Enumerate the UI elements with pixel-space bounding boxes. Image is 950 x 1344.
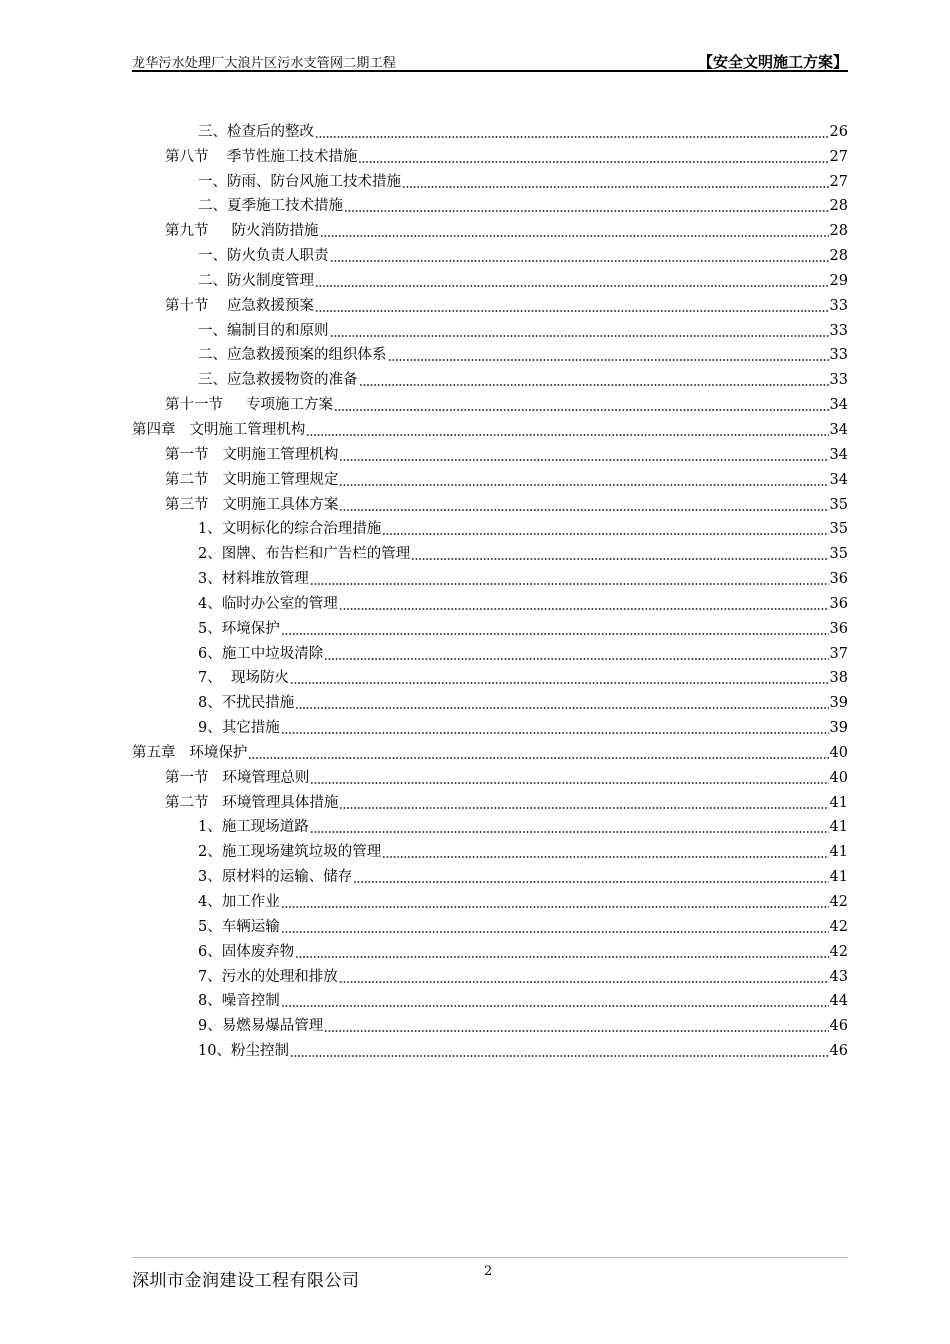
toc-entry-title: 2、图牌、布告栏和广告栏的管理 bbox=[198, 546, 411, 563]
toc-entry-page: 34 bbox=[829, 471, 848, 488]
toc-entry-page: 36 bbox=[829, 571, 848, 588]
toc-entry-title: 1、文明标化的综合治理措施 bbox=[198, 521, 382, 538]
toc-entry-page: 28 bbox=[829, 223, 848, 240]
toc-entry-title: 第九节 防火消防措施 bbox=[165, 223, 319, 240]
toc-entry[interactable] bbox=[132, 911, 848, 936]
toc-entry[interactable] bbox=[132, 663, 848, 688]
toc-entry-page: 43 bbox=[829, 968, 848, 985]
toc-entry[interactable] bbox=[132, 836, 848, 861]
toc-entry[interactable] bbox=[132, 191, 848, 216]
toc-entry-page: 46 bbox=[829, 1018, 848, 1035]
toc-entry-page: 38 bbox=[829, 670, 848, 687]
toc-dot-leader bbox=[324, 1021, 828, 1033]
toc-entry-title: 第五章 环境保护 bbox=[132, 744, 248, 761]
toc-entry-title: 9、易燃易爆品管理 bbox=[198, 1018, 324, 1035]
toc-dot-leader bbox=[295, 698, 828, 710]
toc-entry-page: 46 bbox=[829, 1043, 848, 1060]
toc-entry[interactable] bbox=[132, 812, 848, 837]
toc-dot-leader bbox=[315, 276, 829, 288]
toc-entry-page: 41 bbox=[829, 794, 848, 811]
toc-entry[interactable] bbox=[132, 787, 848, 812]
toc-entry-title: 第十一节 专项施工方案 bbox=[165, 397, 334, 414]
toc-entry-title: 一、防雨、防台风施工技术措施 bbox=[198, 173, 401, 190]
toc-entry-title: 三、检查后的整改 bbox=[198, 123, 314, 140]
toc-entry-page: 42 bbox=[829, 943, 848, 960]
toc-entry-title: 8、噪音控制 bbox=[198, 993, 280, 1010]
toc-dot-leader bbox=[344, 201, 829, 213]
toc-entry[interactable] bbox=[132, 414, 848, 439]
toc-dot-leader bbox=[339, 450, 828, 462]
toc-entry-title: 3、原材料的运输、储存 bbox=[198, 869, 353, 886]
toc-dot-leader bbox=[339, 798, 828, 810]
toc-entry-page: 35 bbox=[829, 521, 848, 538]
toc-entry[interactable] bbox=[132, 861, 848, 886]
toc-entry-page: 34 bbox=[829, 421, 848, 438]
toc-entry-page: 40 bbox=[829, 744, 848, 761]
toc-dot-leader bbox=[388, 350, 829, 362]
toc-entry-title: 一、防火负责人职责 bbox=[198, 248, 329, 265]
footer-company-name: 深圳市金润建设工程有限公司 bbox=[132, 1271, 360, 1291]
toc-entry-title: 10、粉尘控制 bbox=[198, 1043, 289, 1060]
toc-entry-title: 6、施工中垃圾清除 bbox=[198, 645, 324, 662]
toc-entry[interactable] bbox=[132, 936, 848, 961]
toc-entry-title: 5、车辆运输 bbox=[198, 918, 280, 935]
page-number: 2 bbox=[484, 1264, 493, 1279]
page-header bbox=[132, 52, 848, 72]
toc-entry-title: 第三节 文明施工具体方案 bbox=[165, 496, 339, 513]
toc-dot-leader bbox=[295, 947, 828, 959]
toc-dot-leader bbox=[334, 400, 829, 412]
toc-entry-page: 33 bbox=[829, 372, 848, 389]
toc-entry-title: 一、编制目的和原则 bbox=[198, 322, 329, 339]
toc-entry[interactable] bbox=[132, 1010, 848, 1035]
table-of-contents bbox=[132, 116, 848, 1060]
toc-entry-title: 7、 现场防火 bbox=[198, 670, 289, 687]
toc-entry[interactable] bbox=[132, 538, 848, 563]
header-divider bbox=[132, 70, 848, 72]
project-title: 龙华污水处理厂大浪片区污水支管网二期工程 bbox=[132, 56, 397, 71]
toc-dot-leader bbox=[290, 1046, 829, 1058]
toc-dot-leader bbox=[382, 847, 828, 859]
toc-entry[interactable] bbox=[132, 240, 848, 265]
toc-entry-title: 三、应急救援物资的准备 bbox=[198, 372, 358, 389]
toc-dot-leader bbox=[324, 649, 828, 661]
toc-entry-page: 34 bbox=[829, 446, 848, 463]
toc-entry-title: 3、材料堆放管理 bbox=[198, 571, 309, 588]
toc-entry-page: 44 bbox=[829, 993, 848, 1010]
toc-entry[interactable] bbox=[132, 687, 848, 712]
toc-entry-title: 4、加工作业 bbox=[198, 894, 280, 910]
toc-dot-leader bbox=[310, 773, 828, 785]
toc-entry-page: 28 bbox=[829, 248, 848, 265]
toc-entry[interactable] bbox=[132, 1035, 848, 1060]
toc-entry[interactable] bbox=[132, 961, 848, 986]
toc-dot-leader bbox=[290, 673, 829, 685]
toc-entry[interactable] bbox=[132, 166, 848, 191]
toc-entry-page: 42 bbox=[829, 894, 848, 910]
toc-entry-title: 第二节 环境管理具体措施 bbox=[165, 794, 339, 811]
toc-dot-leader bbox=[339, 500, 828, 512]
toc-entry-title: 二、夏季施工技术措施 bbox=[198, 198, 343, 215]
toc-entry-page: 29 bbox=[829, 272, 848, 289]
toc-dot-leader bbox=[281, 897, 829, 909]
toc-dot-leader bbox=[281, 922, 829, 934]
toc-entry[interactable] bbox=[132, 340, 848, 365]
toc-entry[interactable] bbox=[132, 762, 848, 787]
toc-dot-leader bbox=[339, 475, 828, 487]
toc-entry-page: 40 bbox=[829, 769, 848, 786]
toc-entry-title: 二、应急救援预案的组织体系 bbox=[198, 347, 387, 364]
toc-dot-leader bbox=[310, 822, 829, 834]
toc-entry[interactable] bbox=[132, 290, 848, 315]
toc-entry[interactable] bbox=[132, 464, 848, 489]
toc-entry[interactable] bbox=[132, 141, 848, 166]
toc-entry-page: 37 bbox=[829, 645, 848, 662]
toc-entry-page: 39 bbox=[829, 720, 848, 737]
toc-entry-title: 8、不扰民措施 bbox=[198, 695, 295, 712]
toc-dot-leader bbox=[248, 748, 828, 760]
toc-entry[interactable] bbox=[132, 389, 848, 414]
toc-entry-page: 33 bbox=[829, 322, 848, 339]
toc-entry-title: 6、固体废弃物 bbox=[198, 943, 295, 960]
toc-entry[interactable] bbox=[132, 588, 848, 613]
toc-entry[interactable] bbox=[132, 563, 848, 588]
toc-entry-page: 27 bbox=[829, 173, 848, 190]
toc-entry-title: 第八节 季节性施工技术措施 bbox=[165, 148, 358, 165]
toc-entry-title: 7、污水的处理和排放 bbox=[198, 968, 338, 985]
toc-entry-page: 28 bbox=[829, 198, 848, 215]
toc-entry[interactable] bbox=[132, 116, 848, 141]
toc-entry-page: 42 bbox=[829, 918, 848, 935]
toc-entry[interactable] bbox=[132, 712, 848, 737]
toc-entry[interactable] bbox=[132, 737, 848, 762]
toc-dot-leader bbox=[281, 996, 829, 1008]
toc-entry-page: 35 bbox=[829, 496, 848, 513]
toc-dot-leader bbox=[315, 127, 829, 139]
toc-entry[interactable] bbox=[132, 638, 848, 663]
toc-entry-title: 二、防火制度管理 bbox=[198, 272, 314, 289]
toc-dot-leader bbox=[320, 226, 829, 238]
toc-entry[interactable] bbox=[132, 613, 848, 638]
toc-dot-leader bbox=[330, 326, 829, 338]
toc-dot-leader bbox=[358, 152, 828, 164]
toc-dot-leader bbox=[330, 251, 829, 263]
toc-entry-title: 1、施工现场道路 bbox=[198, 819, 309, 836]
toc-dot-leader bbox=[339, 972, 829, 984]
toc-entry-title: 第十节 应急救援预案 bbox=[165, 297, 314, 314]
toc-entry-title: 2、施工现场建筑垃圾的管理 bbox=[198, 844, 382, 861]
toc-entry-page: 39 bbox=[829, 695, 848, 712]
toc-dot-leader bbox=[359, 375, 829, 387]
toc-dot-leader bbox=[310, 574, 829, 586]
toc-entry-page: 26 bbox=[829, 123, 848, 140]
toc-entry-page: 36 bbox=[829, 595, 848, 612]
toc-entry[interactable] bbox=[132, 315, 848, 340]
toc-entry-title: 第一节 环境管理总则 bbox=[165, 769, 310, 786]
toc-entry-title: 第四章 文明施工管理机构 bbox=[132, 421, 306, 438]
toc-entry[interactable] bbox=[132, 215, 848, 240]
toc-entry-page: 35 bbox=[829, 546, 848, 563]
toc-entry[interactable] bbox=[132, 514, 848, 539]
toc-entry[interactable] bbox=[132, 364, 848, 389]
toc-dot-leader bbox=[411, 549, 828, 561]
toc-dot-leader bbox=[353, 872, 828, 884]
toc-dot-leader bbox=[306, 425, 828, 437]
toc-entry-title: 9、其它措施 bbox=[198, 720, 280, 737]
toc-entry-title: 第一节 文明施工管理机构 bbox=[165, 446, 339, 463]
toc-entry-page: 41 bbox=[829, 844, 848, 861]
toc-entry[interactable] bbox=[132, 986, 848, 1011]
toc-entry-title: 5、环境保护 bbox=[198, 620, 280, 637]
toc-dot-leader bbox=[281, 723, 829, 735]
toc-entry-title: 4、临时办公室的管理 bbox=[198, 595, 338, 612]
toc-entry-title: 第二节 文明施工管理规定 bbox=[165, 471, 339, 488]
toc-entry-page: 36 bbox=[829, 620, 848, 637]
toc-entry[interactable] bbox=[132, 886, 848, 911]
toc-entry-page: 27 bbox=[829, 148, 848, 165]
toc-dot-leader bbox=[382, 524, 828, 536]
toc-entry-page: 33 bbox=[829, 347, 848, 364]
toc-dot-leader bbox=[315, 301, 829, 313]
toc-entry[interactable] bbox=[132, 439, 848, 464]
document-title: 【安全文明施工方案】 bbox=[697, 53, 848, 71]
toc-entry-page: 41 bbox=[829, 869, 848, 886]
toc-entry[interactable] bbox=[132, 489, 848, 514]
toc-entry[interactable] bbox=[132, 265, 848, 290]
toc-dot-leader bbox=[281, 624, 829, 636]
toc-entry-page: 41 bbox=[829, 819, 848, 836]
toc-dot-leader bbox=[339, 599, 829, 611]
footer-divider bbox=[132, 1257, 848, 1258]
toc-dot-leader bbox=[402, 177, 829, 189]
toc-entry-page: 33 bbox=[829, 297, 848, 314]
toc-entry-page: 34 bbox=[829, 397, 848, 414]
